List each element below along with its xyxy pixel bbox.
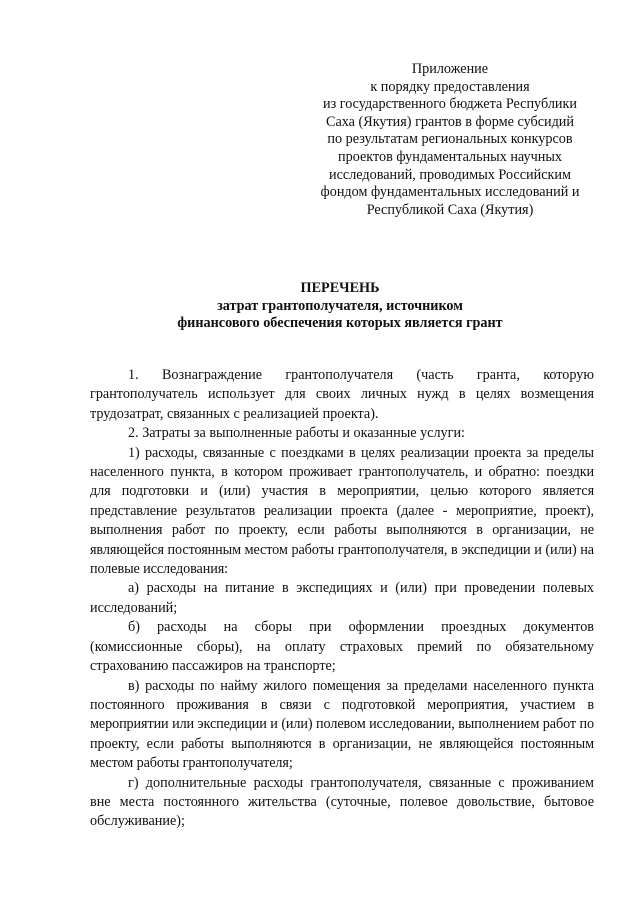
annex-line: к порядку предоставления: [370, 78, 530, 95]
paragraph-item-1: 1. Вознаграждение грантополучателя (часть гранта, которую грантополучатель использует для своих личных нужд в целях возмещения трудозатрат, связанных с реализацией проекта).: [90, 367, 594, 422]
document-heading: [90, 280, 590, 333]
annex-line: Республикой Саха (Якутия): [366, 201, 534, 218]
annex-line: исследований, проводимых Российским: [329, 166, 571, 183]
annex-line: Саха (Якутия) грантов в форме субсидий: [326, 113, 574, 130]
paragraph-subitem-g: г) дополнительные расходы грантополучателя, связанные с проживанием вне места постоянного жительства (суточные, полевое довольствие, бытовое обслуживание);: [90, 774, 594, 830]
paragraph-subitem-b: б) расходы на сборы при оформлении проездных документов (комиссионные сборы), на оплату страховых премий по обязательному страхованию пассажиров на транспорте;: [90, 619, 594, 675]
annex-header: [300, 61, 600, 219]
document-subtitle-line: затрат грантополучателя, источником: [217, 297, 463, 314]
document-subtitle-line: финансового обеспечения которых является грант: [177, 315, 503, 332]
paragraph-item-2: 2. Затраты за выполненные работы и оказанные услуги:: [128, 425, 465, 442]
annex-line: по результатам региональных конкурсов: [327, 131, 573, 148]
document-body: [90, 366, 594, 832]
annex-line: проектов фундаментальных научных: [338, 148, 562, 165]
paragraph-subitem-v: в) расходы по найму жилого помещения за пределами населенного пункта постоянного проживания в связи с подготовкой мероприятия, участием в мероприятии или экспедиции и (или) полевом исследовании, выполнением работ по проекту, если работы выполняются в организации, не являющейся постоянным местом работы грантополучателя;: [90, 677, 594, 772]
annex-line: из государственного бюджета Республики: [323, 96, 577, 113]
paragraph-subitem-1: 1) расходы, связанные с поездками в целях реализации проекта за пределы населенного пункта, в котором проживает грантополучатель, и обратно: поездки для подготовки и (или) участия в мероприятии, целью которого является представление результатов реализации проекта (далее - мероприятие, проект), выполнения работ по проекту, если работы выполняются в организации, не являющейся постоянным местом работы грантополучателя, в экспедиции и (или) на полевые исследования:: [90, 444, 594, 578]
annex-line: Приложение: [411, 61, 489, 77]
paragraph-subitem-a: а) расходы на питание в экспедициях и (или) при проведении полевых исследований;: [90, 580, 594, 616]
document-title: ПЕРЕЧЕНЬ: [300, 280, 380, 296]
annex-line: фондом фундаментальных исследований и: [320, 184, 580, 201]
